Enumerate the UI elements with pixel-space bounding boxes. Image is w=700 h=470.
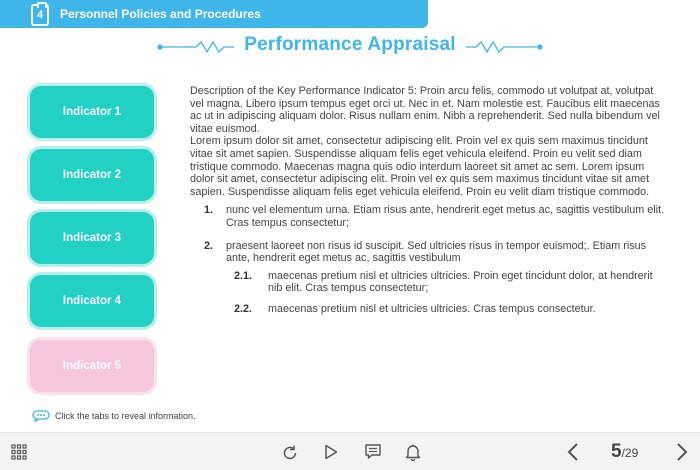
numbered-list xyxy=(190,204,668,315)
indicator-label: Indicator 4 xyxy=(62,295,122,307)
total-pages: /29 xyxy=(621,446,639,460)
bottom-navigation-bar xyxy=(0,432,700,470)
indicator-label: Indicator 2 xyxy=(62,169,122,181)
sub-list-number: 2.1. xyxy=(234,269,253,282)
description-paragraph: Description of the Key Performance Indicator 5: Proin arcu felis, commodo ut volutpat at, volutpat vel magna. Libero ipsum tempus eget orci ut. Nec in et. Nam molestie est. Faucibus elit maecenas ac ut in adipiscing aliquam dolor. Risus nullam enim. Nibh a reprehenderit. Sed nulla bibendum vel vitae euismod. xyxy=(190,85,660,135)
list-number: 2. xyxy=(204,239,214,252)
indicator-label: Indicator 3 xyxy=(62,232,122,244)
list-text: praesent laoreet non risus id suscipit. Sed ultricies risus in tempor euismod;. Etiam risus ante, hendrerit eget metus ac, sagittis vestibulum xyxy=(226,239,647,265)
indicator-label: Indicator 5 xyxy=(62,360,122,372)
chevron-left-icon[interactable] xyxy=(566,442,580,462)
indicator-3-button[interactable] xyxy=(30,212,154,264)
hint-text: Click the tabs to reveal information. xyxy=(55,411,196,421)
list-item xyxy=(190,240,668,316)
indicator-1-button[interactable] xyxy=(30,86,154,138)
chevron-right-icon[interactable] xyxy=(675,442,689,462)
list-text: nunc vel elementum urna. Etiam risus ante, hendrerit eget metus ac, sagittis vestibulum elit. Cras tempus consectetur; xyxy=(226,204,665,229)
sub-list-number: 2.2. xyxy=(234,302,253,315)
page-title: Performance Appraisal xyxy=(244,34,456,55)
replay-icon[interactable] xyxy=(282,443,298,461)
sub-list xyxy=(226,270,668,316)
list-item xyxy=(190,204,668,229)
list-number: 1. xyxy=(204,204,214,217)
body-paragraph: Lorem ipsum dolor sit amet, consectetur adipiscing elit. Proin vel ex quis sem maximus tincidunt vitae sit amet sapien. Suspendisse aliquam felis eget vehicula eleifend. Proin eu velit sed diam tristique commodo. Maecenas magna quis odio interdum laoreet sit amet ac sem. Lorem ipsum dolor sit amet, consectetur adipiscing elit. Proin vel ex quis sem maximus tincidunt vitae sit amet sapien. Suspendisse aliquam felis eget vehicula eleifend. Proin eu velit diam tristique commodo. xyxy=(190,135,650,198)
indicator-2-button[interactable] xyxy=(30,149,154,201)
header-title: Personnel Policies and Procedures xyxy=(60,7,261,21)
indicator-4-button[interactable] xyxy=(30,275,154,327)
grid-icon[interactable] xyxy=(11,444,27,460)
current-page: 5 xyxy=(611,441,622,462)
sub-list-text: maecenas pretium nisl et ultricies ultricies. Proin eget tincidunt dolor, at hendrerit nib elit. Cras tempus consectetur; xyxy=(268,269,653,295)
play-icon[interactable] xyxy=(323,443,339,461)
header-tab xyxy=(0,0,428,28)
sub-list-item xyxy=(190,270,668,295)
sub-list-text: maecenas pretium nisl et ultricies ultricies. Cras tempus consectetur. xyxy=(268,302,596,315)
indicator-description xyxy=(190,85,668,326)
sub-list-item xyxy=(190,303,668,316)
chapter-number: 4 xyxy=(36,9,44,21)
page-counter xyxy=(611,441,638,463)
clipboard-icon xyxy=(31,4,49,26)
notes-icon[interactable] xyxy=(364,443,382,461)
title-right-decoration-icon xyxy=(464,39,544,55)
indicator-5-button[interactable] xyxy=(30,340,154,392)
indicator-label: Indicator 1 xyxy=(62,106,122,118)
chat-bubble-icon xyxy=(32,410,50,422)
hint xyxy=(32,410,196,422)
bell-icon[interactable] xyxy=(404,443,422,461)
